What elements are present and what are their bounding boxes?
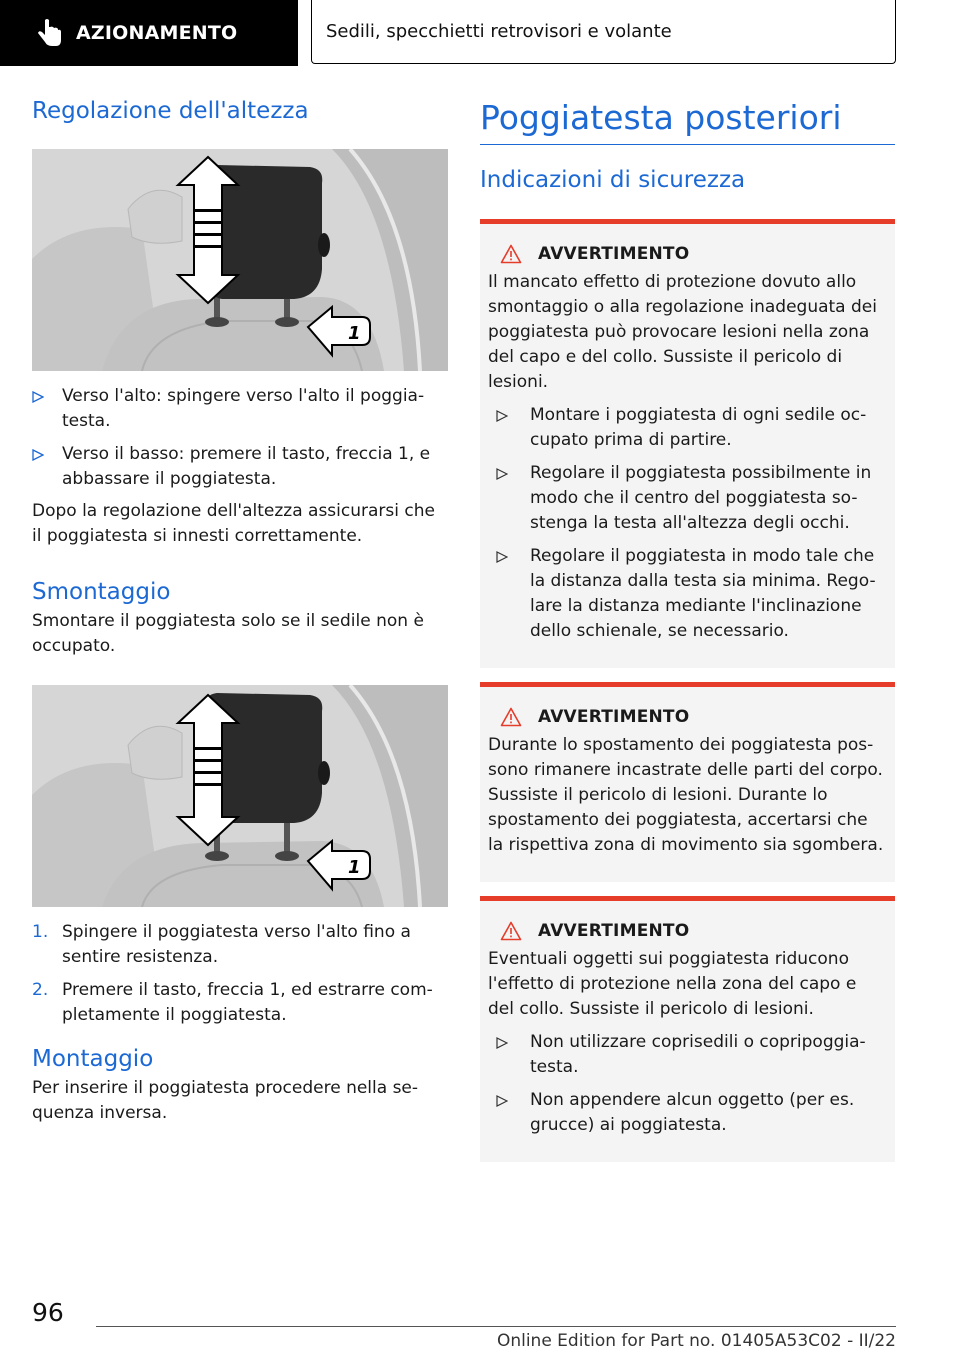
- list-item-text: Regolare il poggiatesta possibilmente in modo che il centro del poggiatesta so-stenga la testa all'altezza degli occhi.: [530, 463, 872, 533]
- mounting-heading: Montaggio: [32, 1046, 154, 1072]
- footer-divider: [96, 1326, 896, 1327]
- triangle-bullet-icon: [496, 1030, 510, 1055]
- triangle-bullet-icon: [32, 442, 46, 467]
- removal-steps: [32, 920, 448, 1028]
- left-column: [32, 96, 448, 1126]
- step-number: 2.: [32, 980, 49, 1000]
- warning-box: [480, 219, 895, 668]
- height-adjust-list: [32, 384, 448, 492]
- list-item: [496, 544, 887, 644]
- warning-triangle-icon: [500, 921, 522, 941]
- removal-heading: Smontaggio: [32, 579, 171, 605]
- header-section-tab[interactable]: [0, 0, 298, 66]
- list-item: [32, 384, 448, 434]
- warning-text: Durante lo spostamento dei poggiatesta pos-sono rimanere incastrate delle parti del corpo. Sussiste il pericolo di lesioni. Durante lo spostamento dei poggiatesta, accertarsi che la rispettiva zona di movimento sia sgombera.: [488, 735, 884, 855]
- warning-triangle-icon: [500, 707, 522, 727]
- hand-pointer-icon: [36, 18, 64, 48]
- step-text: Premere il tasto, freccia 1, ed estrarre com-pletamente il poggiatesta.: [62, 980, 433, 1025]
- right-column: [480, 96, 895, 1162]
- list-item-text: Montare i poggiatesta di ogni sedile oc-cupato prima di partire.: [530, 405, 867, 450]
- warning-title: AVVERTIMENTO: [538, 707, 690, 727]
- height-adjust-note: Dopo la regolazione dell'altezza assicurarsi che il poggiatesta si innesti correttamente.: [32, 501, 435, 546]
- triangle-bullet-icon: [496, 403, 510, 428]
- headrest-removal-illustration: [32, 685, 448, 907]
- warning-list: [488, 1030, 887, 1138]
- title-divider: [480, 144, 895, 145]
- list-item: [32, 978, 448, 1028]
- warning-text: Eventuali oggetti sui poggiatesta riducono l'effetto di protezione nella zona del capo e del collo. Sussiste il pericolo di lesioni.: [488, 949, 857, 1019]
- triangle-bullet-icon: [496, 544, 510, 569]
- header-chapter-label: Sedili, specchietti retrovisori e volante: [326, 21, 672, 42]
- list-item-text: Verso l'alto: spingere verso l'alto il poggia-testa.: [62, 386, 425, 431]
- warning-title: AVVERTIMENTO: [538, 921, 690, 941]
- triangle-bullet-icon: [496, 461, 510, 486]
- figure2-callout-label: 1: [348, 857, 361, 878]
- step-number: 1.: [32, 922, 49, 942]
- warning-list: [488, 403, 887, 644]
- header-section-label: AZIONAMENTO: [76, 22, 238, 44]
- list-item: [496, 461, 887, 536]
- list-item-text: Regolare il poggiatesta in modo tale che la distanza dalla testa sia minima. Rego-lare la distanza mediante l'inclinazione dello schienale, se necessario.: [530, 546, 876, 641]
- list-item-text: Verso il basso: premere il tasto, freccia 1, e abbassare il poggiatesta.: [62, 444, 431, 489]
- list-item: [496, 1030, 887, 1080]
- warning-header: [500, 921, 887, 941]
- headrest-height-figure: [32, 149, 448, 371]
- warning-triangle-icon: [500, 244, 522, 264]
- list-item: [496, 403, 887, 453]
- warning-header: [500, 244, 887, 264]
- rear-headrest-title: Poggiatesta posteriori: [480, 98, 842, 137]
- headrest-height-illustration: [32, 149, 448, 371]
- warning-text: Il mancato effetto di protezione dovuto allo smontaggio o alla regolazione inadeguata dei poggiatesta può provocare lesioni nella zona del capo e del collo. Sussiste il pericolo di lesioni.: [488, 272, 877, 392]
- warning-box: [480, 682, 895, 882]
- removal-text: Smontare il poggiatesta solo se il sedile non è occupato.: [32, 611, 424, 656]
- triangle-bullet-icon: [32, 384, 46, 409]
- header-chapter-tab[interactable]: [311, 0, 896, 64]
- triangle-bullet-icon: [496, 1088, 510, 1113]
- step-text: Spingere il poggiatesta verso l'alto fino a sentire resistenza.: [62, 922, 411, 967]
- mounting-text: Per inserire il poggiatesta procedere nella se-quenza inversa.: [32, 1078, 419, 1123]
- safety-heading: Indicazioni di sicurezza: [480, 167, 746, 193]
- warning-title: AVVERTIMENTO: [538, 244, 690, 264]
- list-item: [496, 1088, 887, 1138]
- list-item-text: Non appendere alcun oggetto (per es. grucce) ai poggiatesta.: [530, 1090, 855, 1135]
- list-item: [32, 442, 448, 492]
- warning-header: [500, 707, 887, 727]
- list-item-text: Non utilizzare coprisedili o copripoggia-testa.: [530, 1032, 866, 1077]
- page-number: 96: [32, 1298, 64, 1327]
- height-adjust-heading: Regolazione dell'altezza: [32, 98, 309, 124]
- figure1-callout-label: 1: [348, 323, 361, 344]
- headrest-removal-figure: [32, 685, 448, 907]
- warning-box: [480, 896, 895, 1162]
- footer-edition: Online Edition for Part no. 01405A53C02 - II/22: [496, 1331, 896, 1351]
- list-item: [32, 920, 448, 970]
